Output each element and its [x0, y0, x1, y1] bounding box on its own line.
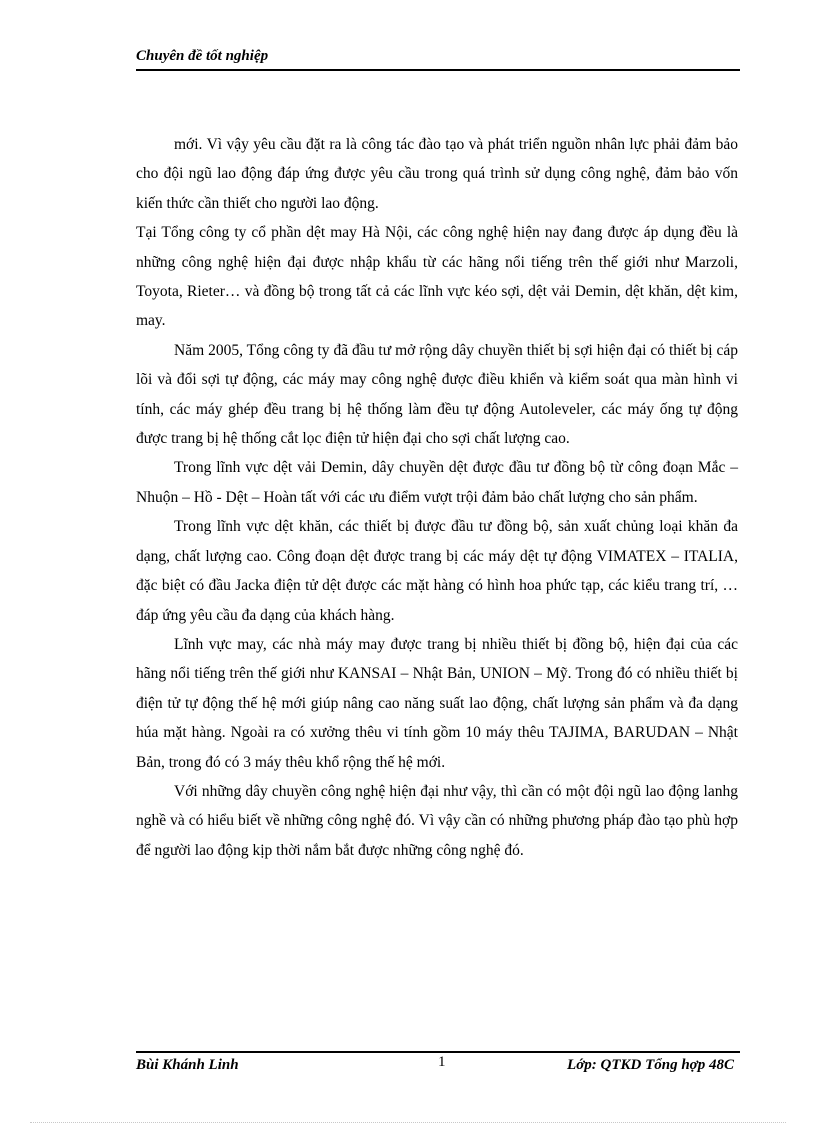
paragraph: Tại Tổng công ty cổ phần dệt may Hà Nội, các công nghệ hiện nay đang được áp dụng đều là những công nghệ hiện đại được nhập khẩu từ các hãng nổi tiếng trên thế giới như Marzoli, Toyota, Rieter… và đồng bộ trong tất cả các lĩnh vực kéo sợi, dệt vải Demin, dệt khăn, dệt kim, may. [136, 224, 738, 330]
paragraph: Lĩnh vực may, các nhà máy may được trang bị nhiều thiết bị đồng bộ, hiện đại của các hãng nổi tiếng trên thế giới như KANSAI – Nhật Bản, UNION – Mỹ. Trong đó có nhiều thiết bị điện tử tự động thế hệ mới giúp nâng cao năng suất lao động, chất lượng sản phẩm và đa dạng húa mặt hàng. Ngoài ra có xưởng thêu vi tính gồm 10 máy thêu TAJIMA, BARUDAN – Nhật Bản, trong đó có 3 máy thêu khổ rộng thế hệ mới. [136, 635, 738, 771]
paragraph: Với những dây chuyền công nghệ hiện đại như vậy, thì cần có một đội ngũ lao động lanhg nghề và có hiểu biết về những công nghệ đó. Vì vậy cần có những phương pháp đào tạo phù hợp để người lao động kịp thời nắm bắt được những công nghệ đó. [136, 782, 738, 859]
paragraph: Trong lĩnh vực dệt vải Demin, dây chuyền dệt được đầu tư đồng bộ từ công đoạn Mắc – Nhuộn – Hồ - Dệt – Hoàn tất với các ưu điểm vượt trội đảm bảo chất lượng cho sản phẩm. [136, 459, 738, 506]
page-number: 1 [438, 1054, 446, 1070]
footer-author: Bùi Khánh Linh [136, 1057, 239, 1073]
paragraph: Năm 2005, Tổng công ty đã đầu tư mở rộng dây chuyền thiết bị sợi hiện đại có thiết bị cáp lõi và đổi sợi tự động, các máy may công nghệ được điều khiển và kiểm soát qua màn hình vi tính, các máy ghép đều trang bị hệ thống làm đều tự động Autoleveler, các máy ống tự động được trang bị hệ thống cắt lọc điện tử hiện đại cho sợi chất lượng cao. [136, 341, 738, 448]
footer-class-label: Lớp: QTKD Tổng hợp 48C [567, 1057, 734, 1073]
body-text [136, 130, 738, 865]
header-title: Chuyên đề tốt nghiệp [136, 48, 269, 64]
paragraph: mới. Vì vậy yêu cầu đặt ra là công tác đào tạo và phát triển nguồn nhân lực phải đảm bảo cho đội ngũ lao động đáp ứng được yêu cầu trong quá trình sử dụng công nghệ, đảm bảo vốn kiến thức cần thiết cho người lao động. [136, 136, 738, 212]
header-divider [136, 69, 740, 71]
footer-divider [136, 1051, 740, 1053]
paragraph: Trong lĩnh vực dệt khăn, các thiết bị được đầu tư đồng bộ, sản xuất chủng loại khăn đa dạng, chất lượng cao. Công đoạn dệt được trang bị các máy dệt tự động VIMATEX – ITALIA, đặc biệt có đầu Jacka điện tử dệt được các mặt hàng có hình hoa phức tạp, các kiểu trang trí, … đáp ứng yêu cầu đa dạng của khách hàng. [136, 518, 738, 624]
